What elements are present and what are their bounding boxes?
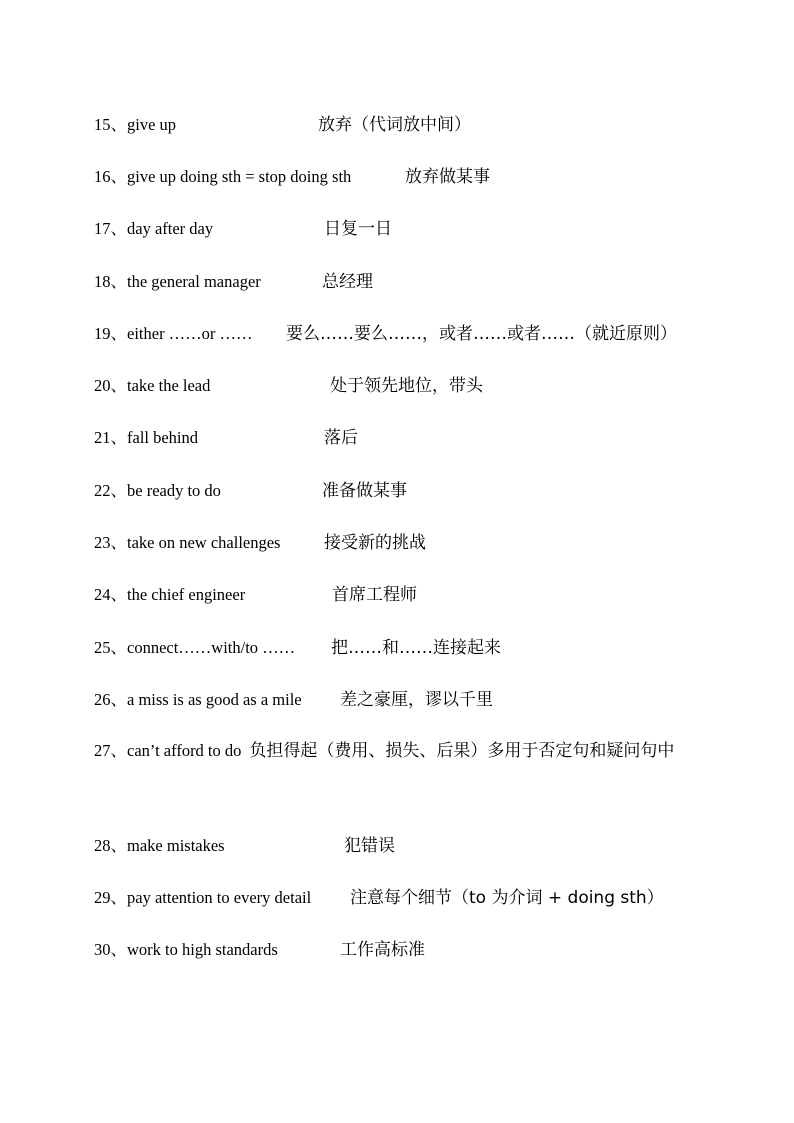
entry-chinese: 首席工程师 bbox=[332, 585, 417, 605]
vocab-entry-21 bbox=[94, 427, 358, 449]
entry-english: 26、a miss is as good as a mile bbox=[94, 690, 302, 709]
entry-chinese: 日复一日 bbox=[324, 219, 392, 239]
vocab-entry-15 bbox=[94, 114, 471, 136]
vocab-entry-20 bbox=[94, 375, 483, 397]
entry-chinese: 总经理 bbox=[322, 272, 373, 292]
entry-english: 24、the chief engineer bbox=[94, 585, 246, 604]
entry-chinese: 工作高标准 bbox=[340, 940, 425, 960]
entry-chinese: 注意每个细节（to 为介词 + doing sth） bbox=[350, 888, 664, 908]
entry-chinese: 负担得起（费用、损失、后果）多用于否定句和疑问句中 bbox=[249, 741, 675, 761]
entry-english: 29、pay attention to every detail bbox=[94, 888, 312, 907]
entry-english: 30、work to high standards bbox=[94, 940, 278, 959]
entry-chinese: 放弃（代词放中间） bbox=[318, 115, 471, 135]
vocab-entry-22 bbox=[94, 480, 407, 502]
vocab-entry-25 bbox=[94, 637, 501, 659]
entry-chinese: 犯错误 bbox=[344, 836, 395, 856]
entry-english: 28、make mistakes bbox=[94, 836, 225, 855]
vocab-entry-24 bbox=[94, 584, 417, 606]
vocab-entry-27 bbox=[94, 730, 706, 773]
entry-chinese: 接受新的挑战 bbox=[324, 533, 426, 553]
vocab-entry-28 bbox=[94, 835, 395, 857]
entry-chinese: 落后 bbox=[324, 428, 358, 448]
vocab-entry-17 bbox=[94, 218, 392, 240]
vocab-entry-16 bbox=[94, 166, 490, 188]
entry-english: 25、connect……with/to …… bbox=[94, 638, 296, 657]
entry-english: 19、either ……or …… bbox=[94, 324, 253, 343]
entry-english: 21、fall behind bbox=[94, 428, 199, 447]
entry-english: 20、take the lead bbox=[94, 376, 211, 395]
vocab-entry-30 bbox=[94, 939, 425, 961]
entry-english: 22、be ready to do bbox=[94, 481, 221, 500]
entry-chinese: 准备做某事 bbox=[322, 481, 407, 501]
entry-english: 27、can’t afford to do bbox=[94, 741, 242, 760]
entry-english: 16、give up doing sth = stop doing sth bbox=[94, 167, 352, 186]
entry-english: 23、take on new challenges bbox=[94, 533, 281, 552]
entry-english: 18、the general manager bbox=[94, 272, 261, 291]
entry-chinese: 把……和……连接起来 bbox=[331, 638, 501, 658]
entry-chinese: 放弃做某事 bbox=[405, 167, 490, 187]
vocab-entry-23 bbox=[94, 532, 426, 554]
entry-chinese: 差之豪厘，谬以千里 bbox=[340, 690, 493, 710]
entry-chinese: 要么……要么……，或者……或者……（就近原则） bbox=[286, 324, 677, 344]
entry-chinese: 处于领先地位，带头 bbox=[330, 376, 483, 396]
vocab-entry-29 bbox=[94, 887, 664, 909]
vocab-entry-26 bbox=[94, 689, 493, 711]
vocab-entry-19 bbox=[94, 323, 677, 345]
vocab-entry-18 bbox=[94, 271, 373, 293]
entry-english: 17、day after day bbox=[94, 219, 214, 238]
entry-english: 15、give up bbox=[94, 115, 177, 134]
